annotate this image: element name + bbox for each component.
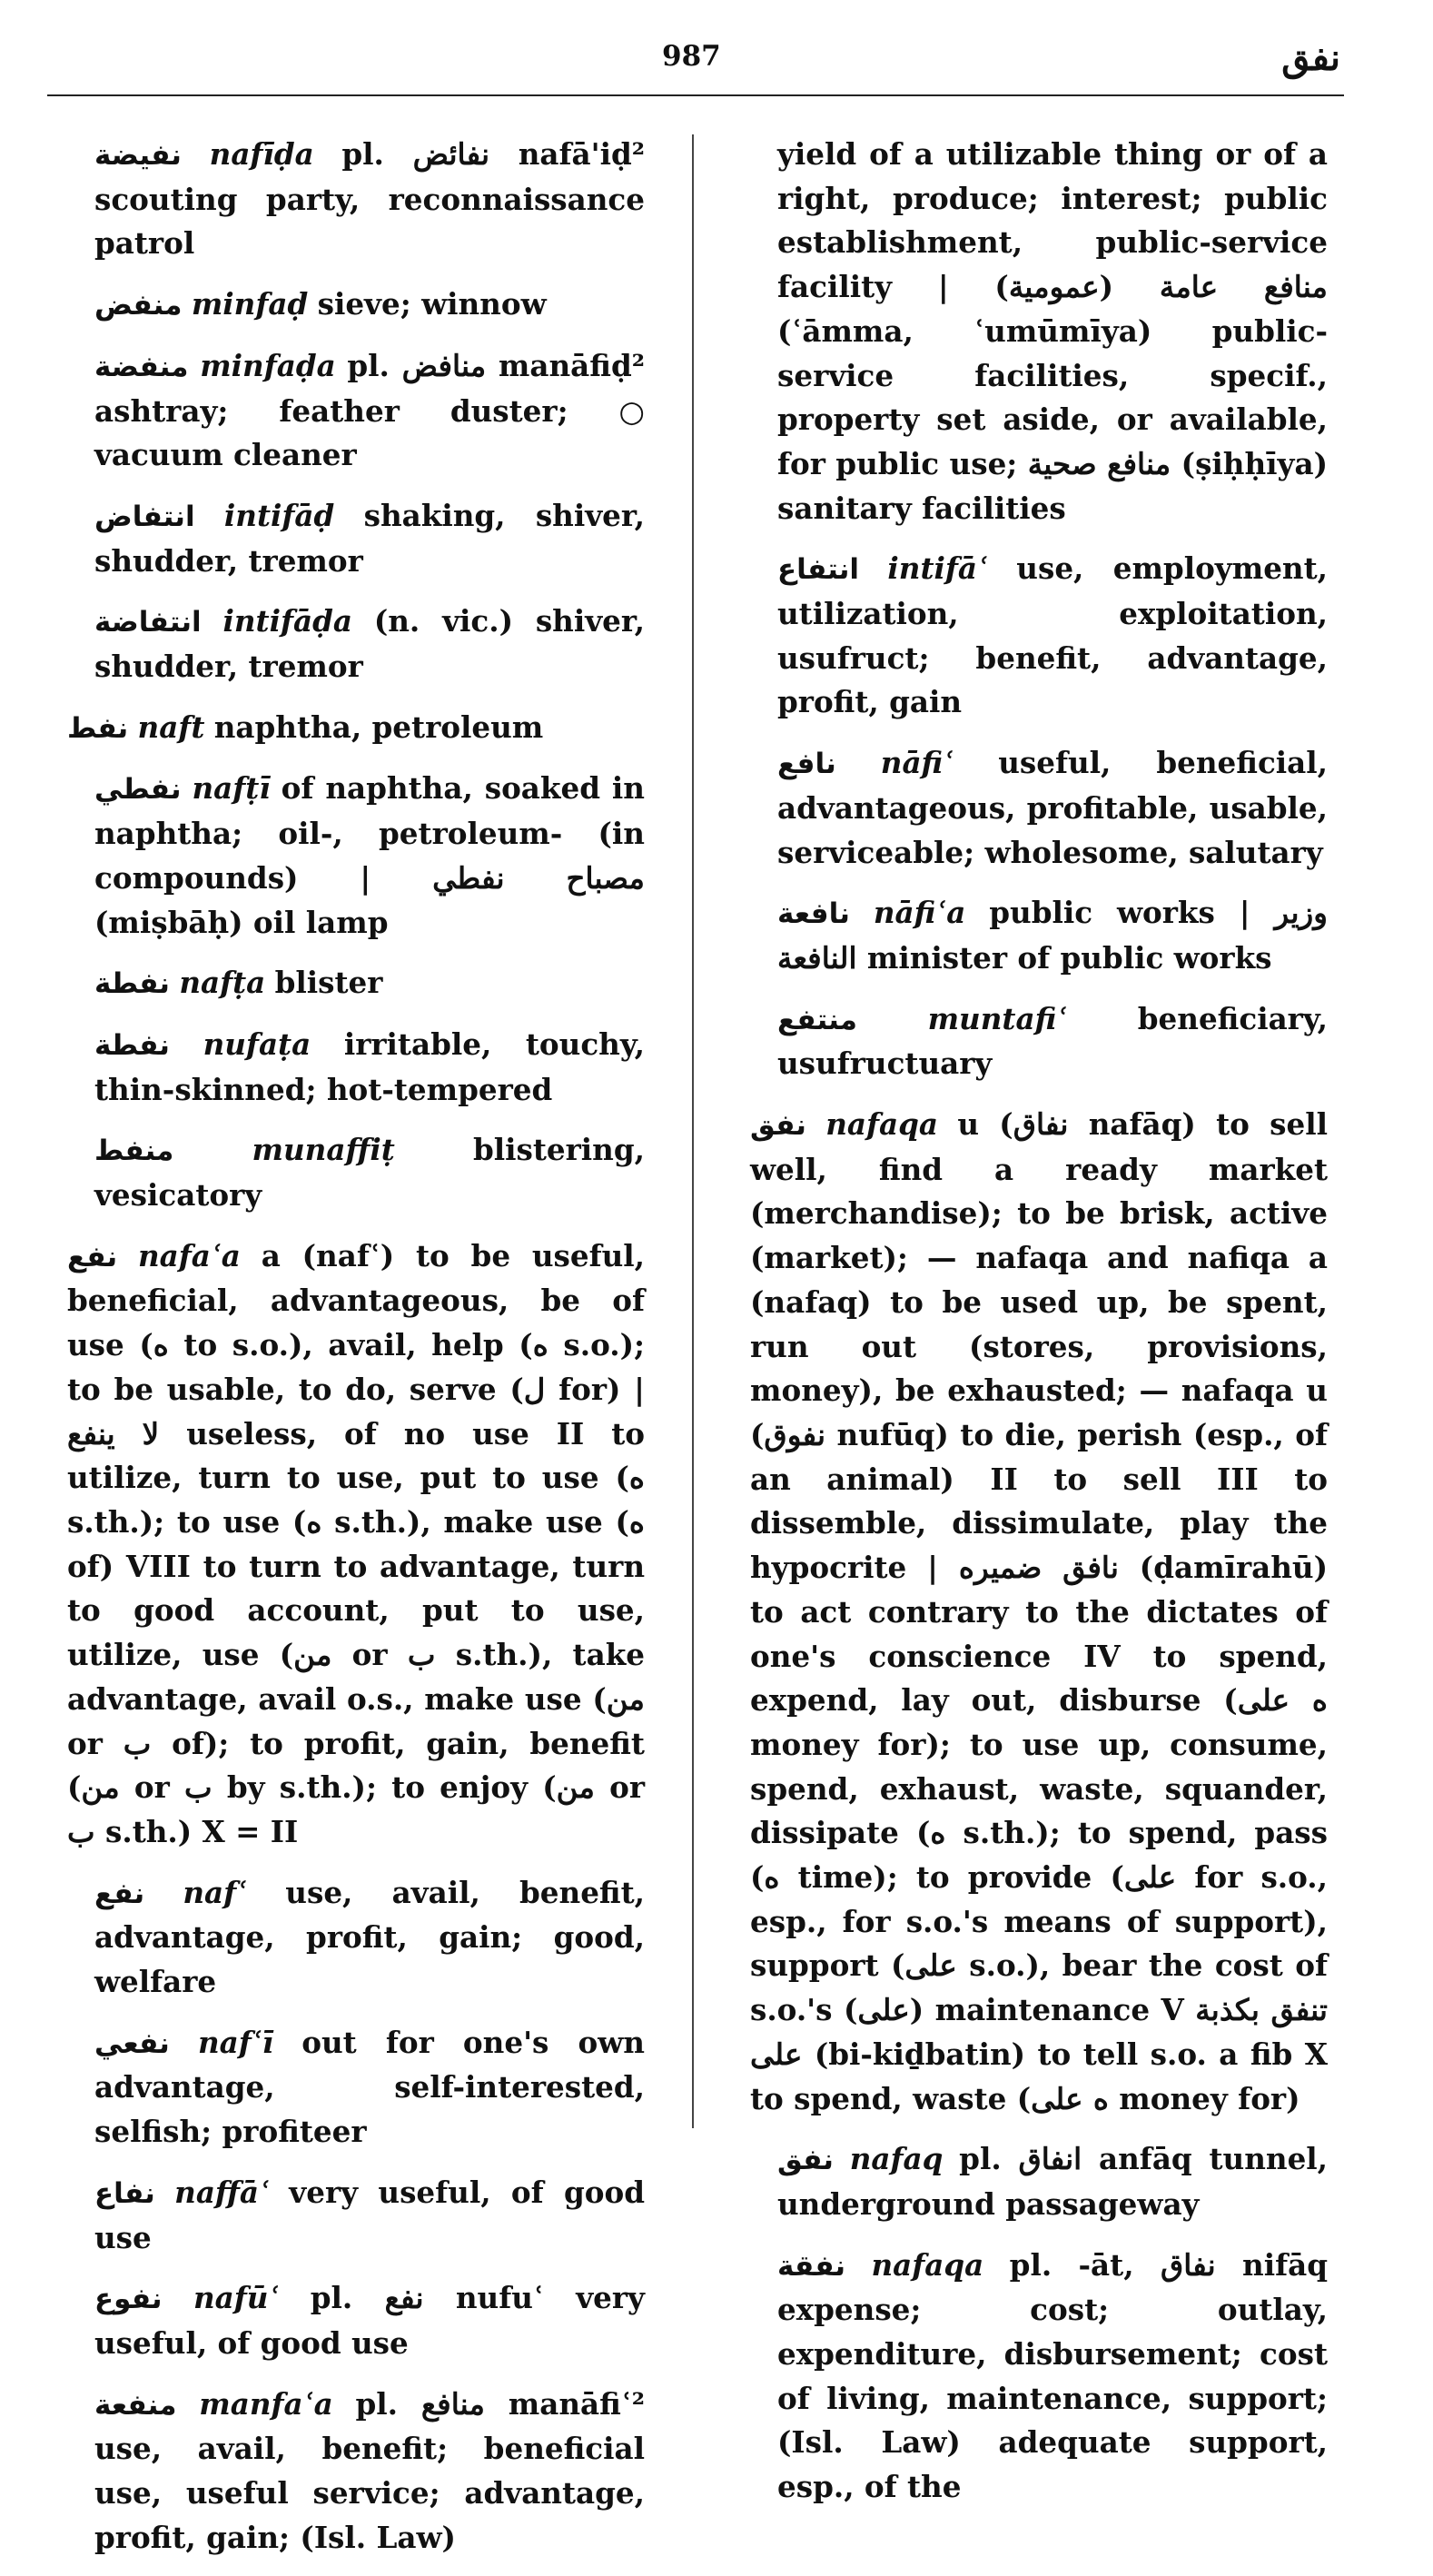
dictionary-entry — [750, 547, 1328, 725]
dictionary-entry — [750, 741, 1328, 875]
dictionary-entry — [67, 133, 645, 266]
entry-transliteration: manfaʿa — [199, 2385, 333, 2422]
entry-definition: pl. نفائض nafā'iḍ² scouting party, reconnaissance patrol — [94, 136, 646, 262]
entry-definition: shaking, shiver, shudder, tremor — [94, 497, 646, 579]
entry-transliteration: nāfiʿa — [873, 895, 966, 931]
entry-definition: very useful, of good use — [94, 2174, 645, 2255]
page-header — [0, 0, 1433, 100]
entry-definition: blister — [274, 965, 383, 1001]
dictionary-entry — [750, 2244, 1328, 2510]
entry-transliteration: nafīḍa — [209, 136, 314, 172]
entry-arabic: منتفع — [777, 1003, 857, 1036]
entry-definition: naphtha, petroleum — [213, 708, 544, 745]
entry-definition: pl. نفع nufuʿ very useful, of good use — [94, 2280, 645, 2361]
dictionary-entry — [67, 2276, 645, 2365]
dictionary-entry — [67, 494, 645, 583]
root-entry — [67, 1234, 645, 1855]
entry-transliteration: nafaq — [849, 2141, 944, 2177]
entry-definition: sieve; winnow — [317, 286, 547, 322]
entry-definition: public works | وزير النافعة minister of public works — [777, 895, 1329, 976]
entry-transliteration: nafūʿ — [193, 2280, 280, 2316]
entry-arabic: منفضة — [94, 350, 189, 383]
entry-transliteration: nafaʿa — [137, 1237, 241, 1273]
dictionary-entry — [750, 997, 1328, 1086]
entry-arabic: منفط — [94, 1134, 174, 1168]
header-rule — [47, 94, 1344, 96]
entry-arabic: منفعة — [94, 2388, 177, 2422]
entry-transliteration: intifāʿ — [887, 550, 988, 587]
entry-arabic: نافع — [777, 748, 836, 781]
dictionary-entry — [67, 2021, 645, 2155]
entry-transliteration: minfaḍ — [191, 286, 309, 322]
entry-definition: pl. منافع manāfiʿ² use, avail, benefit; beneficial use, useful service; advantage, profit, gain; (Isl. Law) — [94, 2385, 646, 2555]
dictionary-entry — [67, 767, 645, 945]
entry-transliteration: naft — [137, 708, 205, 745]
entry-transliteration: naffāʿ — [174, 2174, 270, 2210]
right-column — [750, 133, 1328, 2526]
entry-arabic: نفط — [67, 711, 129, 745]
entry-definition: blistering, vesicatory — [94, 1132, 645, 1214]
entry-definition: beneficiary, usufructuary — [777, 1000, 1328, 1082]
entry-arabic: انتفاضة — [94, 606, 202, 639]
entry-arabic: نفع — [67, 1240, 118, 1273]
dictionary-entry — [750, 891, 1328, 980]
left-column — [67, 133, 645, 2576]
entry-definition: pl. انفاق anfāq tunnel, underground passageway — [777, 2141, 1329, 2222]
entry-arabic: نافعة — [777, 897, 850, 931]
entry-arabic: انتفاض — [94, 500, 195, 533]
entry-transliteration: nafaqa — [825, 1106, 939, 1143]
entry-arabic: نفطة — [94, 967, 170, 1001]
entry-transliteration: munaffiṭ — [252, 1132, 395, 1168]
root-entry — [67, 706, 645, 751]
dictionary-entry — [750, 2137, 1328, 2226]
dictionary-entry — [67, 2171, 645, 2260]
entry-transliteration: intifāḍ — [223, 497, 335, 533]
entry-definition: useful, beneficial, advantageous, profitable, usable, serviceable; wholesome, salutary — [777, 745, 1328, 870]
dictionary-entry — [67, 961, 645, 1006]
entry-definition: u (نفاق nafāq) to sell well, find a ready market (merchandise); to be brisk, active (market); — nafaqa and nafiqa a (nafaq) to be used up, be spent, run out (stores, provisions, money), be exhausted; — nafaqa u (نفوق nufūq) to die, perish (esp., of an animal) II to sell III to dissemble, dissimulate, play the hypocrite | نافق ضميره (ḍamīrahū) to act contrary to the dictates of one's conscience IV to spend, expend, lay out, disburse (ه على money for); to use up, consume, spend, exhaust, waste, squander, dissipate (ه s.th.); to spend, pass (ه time); to provide (على for s.o., esp., for s.o.'s means of support), support (على s.o.), bear the cost of s.o.'s (على) maintenance V تنفق بكذبة على (bi-kiḏbatin) to tell s.o. a fib X to spend, waste (ه على money for) — [750, 1106, 1328, 2116]
entry-definition: use, employment, utilization, exploitation, usufruct; benefit, advantage, profit, gain — [777, 550, 1329, 720]
entry-arabic: نفقة — [777, 2249, 846, 2283]
running-head: نفق — [1281, 36, 1340, 79]
entry-arabic: نفعي — [94, 2026, 170, 2060]
entry-arabic: منفض — [94, 289, 183, 322]
entry-arabic: انتفاع — [777, 553, 860, 587]
entry-transliteration: nufaṭa — [203, 1025, 311, 1062]
dictionary-entry — [67, 599, 645, 689]
dictionary-entry — [67, 282, 645, 328]
page-number: 987 — [662, 40, 721, 73]
entry-transliteration: nafaqa — [871, 2246, 984, 2283]
root-entry — [750, 1103, 1328, 2121]
entry-definition: yield of a utilizable thing or of a right, produce; interest; public establishment, public-service facility | منافع عامة (عمومية) (ʿāmma, ʿumūmīya) public-service facilities, specif., property set aside, or available, for public use; منافع صحية (ṣiḥḥīya) sanitary facilities — [777, 136, 1328, 526]
entry-transliteration: nafṭī — [192, 770, 271, 807]
entry-transliteration: minfaḍa — [200, 347, 336, 383]
entry-arabic: نفق — [777, 2144, 834, 2177]
dictionary-entry — [67, 1023, 645, 1112]
entry-transliteration: muntafiʿ — [927, 1000, 1068, 1036]
entry-definition: pl. -āt, نفاق nifāq expense; cost; outlay, expenditure, disbursement; cost of living, maintenance, support; (Isl. Law) adequate support, esp., of the — [777, 2246, 1329, 2505]
dictionary-entry — [67, 1128, 645, 1217]
entry-definition: use, avail, benefit, advantage, profit, gain; good, welfare — [94, 1874, 645, 2000]
entry-transliteration: nafṭa — [179, 965, 266, 1001]
entry-arabic: نفوع — [94, 2283, 163, 2316]
entry-transliteration: nafʿ — [183, 1874, 248, 1910]
entry-arabic: نفطة — [94, 1028, 170, 1062]
dictionary-entry — [67, 2383, 645, 2561]
entry-arabic: نفاع — [94, 2176, 155, 2210]
entry-definition: of naphtha, soaked in naphtha; oil-, petroleum- (in compounds) | مصباح نفطي (miṣbāḥ) oil lamp — [94, 770, 645, 940]
entry-definition: a (nafʿ) to be useful, beneficial, advantageous, be of use (ه to s.o.), avail, help (ه s.o.); to be usable, to do, serve (ل for) | لا ينفع useless, of no use II to utilize, turn to use, put to use (ه s.th.); to use (ه s.th.), make use (ه of) VIII to turn to advantage, turn to good account, put to use, utilize, use (من or ب s.th.), take advantage, avail o.s., make use (من or ب of); to profit, gain, benefit (من or ب by s.th.); to enjoy (من or ب s.th.) X = II — [67, 1237, 646, 1849]
entry-transliteration: nāfiʿ — [880, 745, 954, 781]
dictionary-entry — [67, 1871, 645, 2005]
column-divider — [692, 134, 694, 2128]
entry-definition: irritable, touchy, thin-skinned; hot-tempered — [94, 1025, 646, 1107]
entry-transliteration: intifāḍa — [222, 603, 352, 639]
dictionary-entry — [67, 344, 645, 478]
entry-transliteration: nafʿī — [197, 2024, 274, 2060]
entry-arabic: نفطي — [94, 773, 182, 807]
entry-arabic: نفيضة — [94, 139, 182, 172]
entry-definition: out for one's own advantage, self-interested, selfish; profiteer — [94, 2024, 645, 2150]
dictionary-entry — [750, 133, 1328, 530]
entry-definition: (n. vic.) shiver, shudder, tremor — [94, 603, 646, 685]
entry-arabic: نفق — [750, 1109, 806, 1143]
entry-definition: pl. منافض manāfiḍ² ashtray; feather duster; ○ vacuum cleaner — [94, 347, 646, 473]
entry-arabic: نفع — [94, 1877, 145, 1910]
